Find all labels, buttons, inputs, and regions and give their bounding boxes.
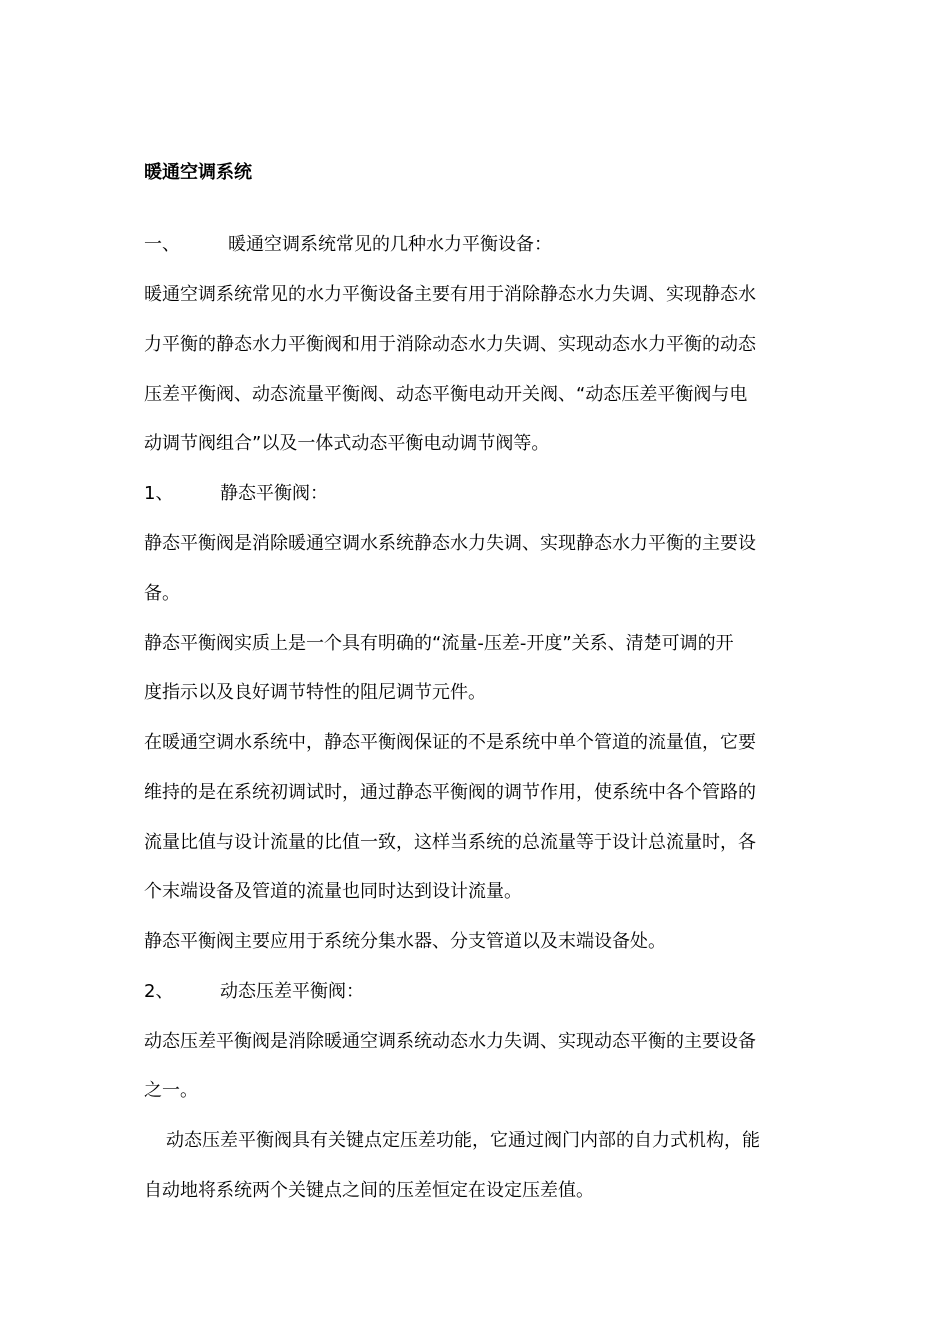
section-1-number: 一、	[144, 234, 180, 255]
paragraph-line: 之一。	[144, 1080, 198, 1101]
paragraph-line: 动态压差平衡阀具有关键点定压差功能，它通过阀门内部的自力式机构，能	[166, 1130, 760, 1151]
paragraph-line: 流量比值与设计流量的比值一致，这样当系统的总流量等于设计总流量时，各	[144, 832, 756, 853]
paragraph-line: 备。	[144, 583, 180, 604]
paragraph-line: 维持的是在系统初调试时，通过静态平衡阀的调节作用，使系统中各个管路的	[144, 782, 756, 803]
paragraph-line: 个末端设备及管道的流量也同时达到设计流量。	[144, 881, 522, 902]
paragraph-line: 静态平衡阀实质上是一个具有明确的“流量-压差-开度”关系、清楚可调的开	[144, 633, 734, 654]
paragraph-line: 力平衡的静态水力平衡阀和用于消除动态水力失调、实现动态水力平衡的动态	[144, 334, 756, 355]
paragraph-line: 静态平衡阀主要应用于系统分集水器、分支管道以及末端设备处。	[144, 931, 666, 952]
paragraph-line: 度指示以及良好调节特性的阻尼调节元件。	[144, 682, 486, 703]
paragraph-line: 自动地将系统两个关键点之间的压差恒定在设定压差值。	[144, 1180, 594, 1201]
paragraph-line: 压差平衡阀、动态流量平衡阀、动态平衡电动开关阀、“动态压差平衡阀与电	[144, 384, 748, 405]
paragraph-line: 静态平衡阀是消除暖通空调水系统静态水力失调、实现静态水力平衡的主要设	[144, 533, 756, 554]
paragraph-line: 暖通空调系统常见的水力平衡设备主要有用于消除静态水力失调、实现静态水	[144, 284, 756, 305]
item-1-number: 1、	[144, 483, 174, 504]
section-1-title: 暖通空调系统常见的几种水力平衡设备：	[228, 234, 552, 255]
document-title: 暖通空调系统	[144, 162, 252, 183]
paragraph-line: 在暖通空调水系统中，静态平衡阀保证的不是系统中单个管道的流量值，它要	[144, 732, 756, 753]
paragraph-line: 动态压差平衡阀是消除暖通空调系统动态水力失调、实现动态平衡的主要设备	[144, 1031, 756, 1052]
item-1-title: 静态平衡阀：	[220, 483, 328, 504]
paragraph-line: 动调节阀组合”以及一体式动态平衡电动调节阀等。	[144, 433, 550, 454]
item-2-title: 动态压差平衡阀：	[220, 981, 364, 1002]
item-2-number: 2、	[144, 981, 174, 1002]
